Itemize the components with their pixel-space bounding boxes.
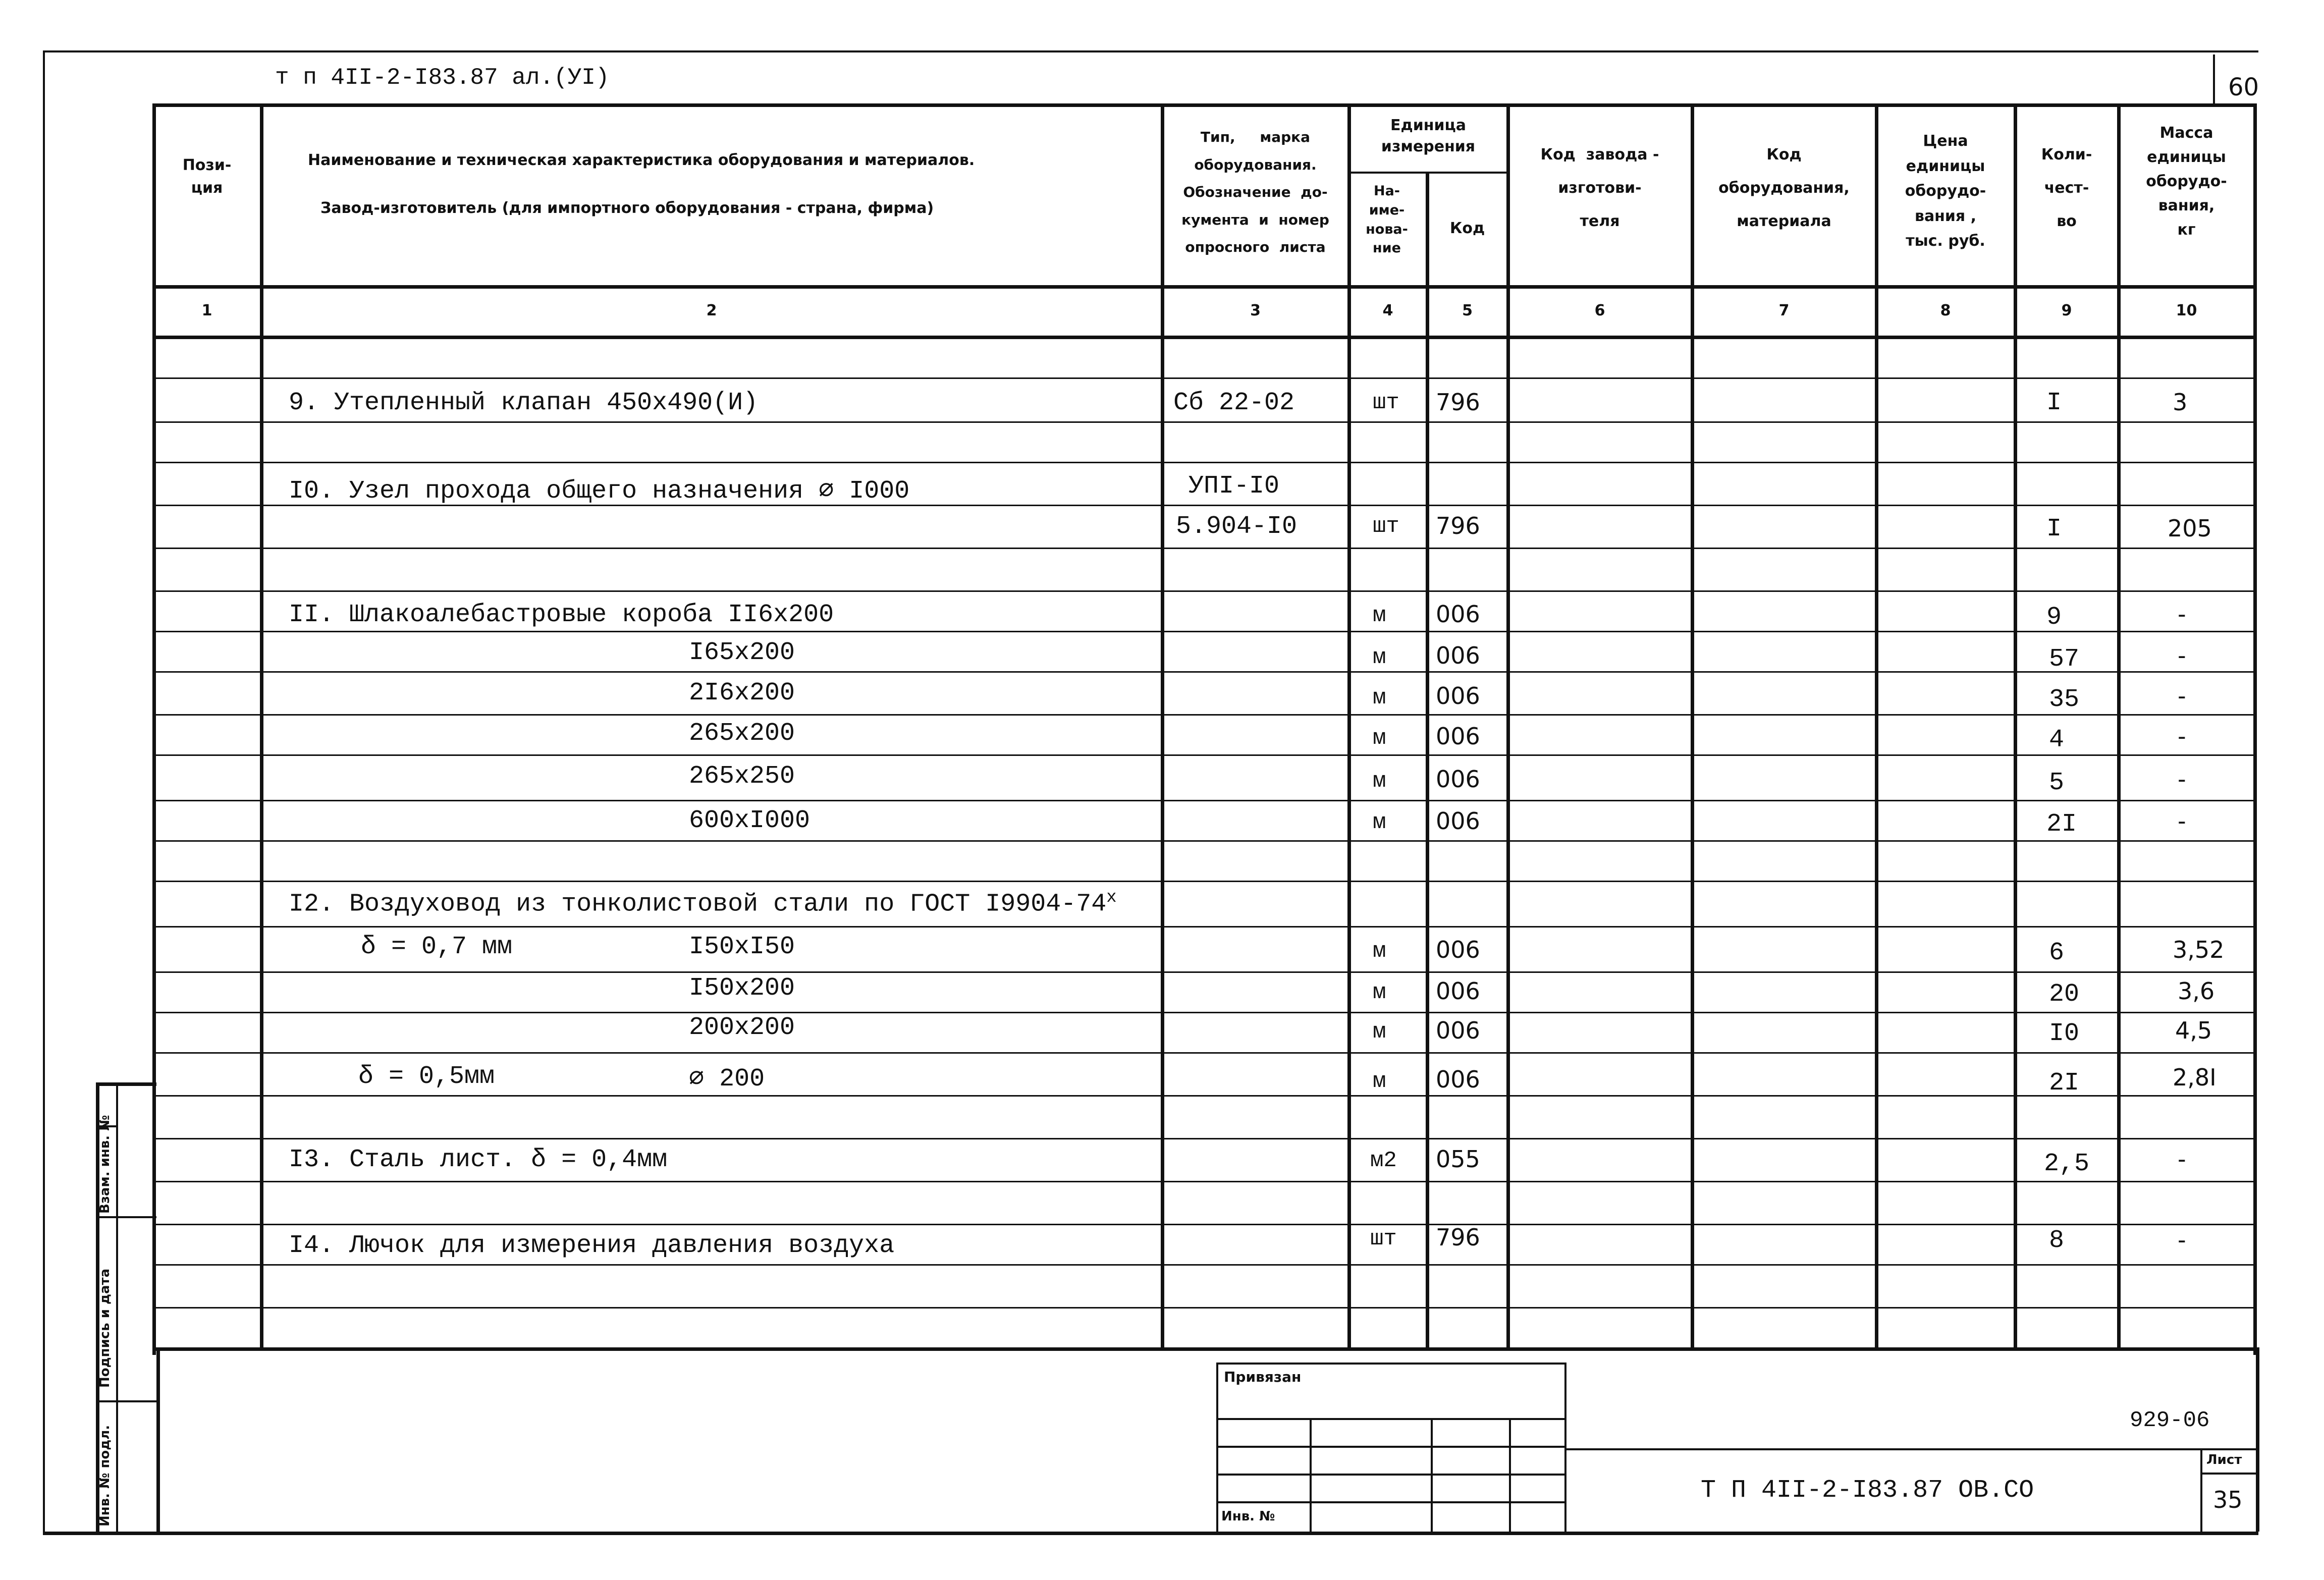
row-code: 006 bbox=[1436, 977, 1480, 1005]
row-mass: - bbox=[2178, 766, 2186, 793]
margin-inv-podl: Инв. № подл. bbox=[97, 1425, 113, 1527]
row-mass: 3,6 bbox=[2178, 977, 2215, 1005]
row-unit: м2 bbox=[1370, 1148, 1397, 1173]
table-bottom-border bbox=[152, 1347, 2256, 1351]
row-size: I65x200 bbox=[689, 638, 795, 667]
frame-left bbox=[43, 50, 45, 1532]
row-thickness: δ = 0,5мм bbox=[358, 1062, 495, 1091]
row-unit: м bbox=[1373, 810, 1386, 835]
row-name-text: I2. Воздуховод из тонколистовой стали по ГОСТ I9904-74 bbox=[289, 890, 1107, 919]
row-name: I0. Узел прохода общего назначения ⌀ I000 bbox=[289, 477, 910, 506]
table-left-border bbox=[152, 103, 156, 1355]
row-unit: м bbox=[1373, 685, 1386, 711]
colnum-7: 7 bbox=[1778, 302, 1790, 319]
colnum-4: 4 bbox=[1382, 302, 1393, 319]
row-code: 006 bbox=[1436, 766, 1480, 793]
row-name-superscript: x bbox=[1106, 888, 1117, 907]
row-type: Сб 22-02 bbox=[1173, 389, 1295, 417]
colnum-5: 5 bbox=[1462, 302, 1473, 319]
row-thickness: δ = 0,7 мм bbox=[361, 933, 513, 961]
row-size: ⌀ 200 bbox=[689, 1065, 765, 1094]
row-qty: 2I bbox=[2049, 1069, 2080, 1098]
table-right-border bbox=[2253, 103, 2257, 1355]
row-code: 796 bbox=[1436, 389, 1480, 416]
row-mass: 2,8I bbox=[2173, 1064, 2217, 1091]
table-top-border bbox=[152, 103, 2256, 107]
row-name: I3. Сталь лист. δ = 0,4мм bbox=[289, 1146, 668, 1174]
doc-code: Т П 4II-2-I83.87 ОВ.СО bbox=[1701, 1476, 2034, 1505]
row-name: II. Шлакоалебастровые короба II6x200 bbox=[289, 601, 834, 629]
row-qty: 8 bbox=[2049, 1226, 2065, 1255]
col10-header: Масса единицы оборудо- вания, кг bbox=[2146, 124, 2227, 239]
row-size: 265x250 bbox=[689, 762, 795, 791]
colnum-6: 6 bbox=[1594, 302, 1605, 319]
row-code: 006 bbox=[1436, 682, 1480, 710]
row-code: 796 bbox=[1436, 1224, 1480, 1251]
row-mass: - bbox=[2178, 723, 2186, 750]
row-qty: 35 bbox=[2049, 685, 2080, 714]
row-name bbox=[289, 888, 1117, 919]
row-unit: м bbox=[1373, 1069, 1386, 1094]
frame-bottom bbox=[43, 1532, 2258, 1535]
sheet-code: 929-06 bbox=[2130, 1408, 2210, 1433]
col2-header-line1: Наименование и техническая характеристика оборудования и материалов. bbox=[308, 151, 975, 169]
col3-header: Тип, марка оборудования. Обозначение до- кумента и номер опросного листа bbox=[1181, 129, 1329, 256]
margin-podpis-data: Подпись и дата bbox=[97, 1268, 113, 1388]
row-mass: 3 bbox=[2173, 389, 2188, 416]
colnum-2: 2 bbox=[706, 302, 717, 319]
row-mass: - bbox=[2178, 807, 2186, 835]
col6-header: Код завода - изготови- теля bbox=[1540, 146, 1659, 230]
row-qty: 2I bbox=[2046, 810, 2077, 839]
row-unit: м bbox=[1373, 726, 1386, 751]
row-size: 200x200 bbox=[689, 1013, 795, 1042]
row-code: 055 bbox=[1436, 1146, 1480, 1173]
row-code: 006 bbox=[1436, 723, 1480, 750]
row-mass: - bbox=[2178, 1226, 2186, 1254]
col5-header: Код bbox=[1449, 220, 1485, 237]
col4-header: На- име- нова- ние bbox=[1366, 183, 1408, 256]
stamp-privyazan: Привязан bbox=[1224, 1369, 1302, 1385]
row-qty: 20 bbox=[2049, 980, 2080, 1009]
row-type: 5.904-I0 bbox=[1176, 512, 1298, 541]
row-mass: - bbox=[2178, 1146, 2186, 1173]
row-size: 2I6x200 bbox=[689, 679, 795, 707]
row-name: 9. Утепленный клапан 450x490(И) bbox=[289, 389, 759, 417]
row-size: I50x200 bbox=[689, 974, 795, 1003]
row-mass: 205 bbox=[2168, 515, 2212, 542]
row-name: I4. Лючок для измерения давления воздуха bbox=[289, 1231, 895, 1260]
row-qty: 5 bbox=[2049, 769, 2065, 797]
row-unit: шт bbox=[1370, 1226, 1397, 1251]
margin-vzam-inv: Взам. инв. № bbox=[97, 1115, 113, 1214]
list-label: Лист bbox=[2206, 1452, 2242, 1467]
row-qty: 57 bbox=[2049, 645, 2080, 674]
colnum-10: 10 bbox=[2176, 302, 2197, 319]
colnum-bottom-line bbox=[152, 336, 2256, 339]
row-unit: м bbox=[1373, 939, 1386, 964]
colnum-3: 3 bbox=[1250, 302, 1261, 319]
frame-top bbox=[43, 50, 2258, 52]
row-size: 600xI000 bbox=[689, 806, 810, 835]
row-unit: шт bbox=[1373, 390, 1399, 415]
row-qty: I bbox=[2046, 515, 2062, 543]
row-qty: 6 bbox=[2049, 939, 2065, 967]
row-qty: 4 bbox=[2049, 726, 2065, 754]
row-code: 006 bbox=[1436, 936, 1480, 963]
row-unit: м bbox=[1373, 603, 1386, 628]
col2-header-line2: Завод-изготовитель (для импортного оборудования - страна, фирма) bbox=[320, 199, 934, 217]
row-code: 796 bbox=[1436, 512, 1480, 539]
col4-group-header: Единица измерения bbox=[1381, 117, 1476, 155]
row-unit: м bbox=[1373, 645, 1386, 670]
colnum-9: 9 bbox=[2061, 302, 2072, 319]
row-qty: I bbox=[2046, 389, 2062, 417]
row-code: 006 bbox=[1436, 807, 1480, 835]
stamp-inv-no: Инв. № bbox=[1221, 1509, 1275, 1524]
row-qty: 2,5 bbox=[2044, 1150, 2090, 1178]
colnum-1: 1 bbox=[201, 302, 212, 319]
doc-header: т п 4II-2-I83.87 ал.(УI) bbox=[275, 65, 610, 91]
col8-header: Цена единицы оборудо- вания , тыс. руб. bbox=[1905, 132, 1986, 250]
row-unit: шт bbox=[1373, 514, 1399, 539]
col9-header: Коли- чест- во bbox=[2041, 146, 2092, 230]
col1-header: Пози- ция bbox=[182, 156, 232, 197]
row-size: I50xI50 bbox=[689, 933, 795, 961]
header-bottom-line bbox=[152, 285, 2256, 289]
row-unit: м bbox=[1373, 769, 1386, 794]
list-number: 35 bbox=[2213, 1486, 2243, 1513]
row-unit: м bbox=[1373, 1019, 1386, 1045]
row-code: 006 bbox=[1436, 642, 1480, 669]
row-mass: - bbox=[2178, 682, 2186, 710]
row-code: 006 bbox=[1436, 1066, 1480, 1093]
row-code: 006 bbox=[1436, 1017, 1480, 1044]
row-mass: 3,52 bbox=[2173, 936, 2225, 963]
row-mass: 4,5 bbox=[2175, 1017, 2212, 1044]
colnum-8: 8 bbox=[1940, 302, 1951, 319]
col7-header: Код оборудования, материала bbox=[1718, 146, 1850, 230]
row-size: 265x200 bbox=[689, 719, 795, 748]
row-qty: 9 bbox=[2046, 603, 2062, 632]
row-mass: - bbox=[2178, 601, 2186, 628]
row-mass: - bbox=[2178, 642, 2186, 669]
row-code: 006 bbox=[1436, 601, 1480, 628]
page-number: 60 bbox=[2228, 73, 2259, 101]
row-qty: I0 bbox=[2049, 1019, 2080, 1048]
row-unit: м bbox=[1373, 980, 1386, 1005]
row-type: УПI-I0 bbox=[1188, 472, 1280, 501]
